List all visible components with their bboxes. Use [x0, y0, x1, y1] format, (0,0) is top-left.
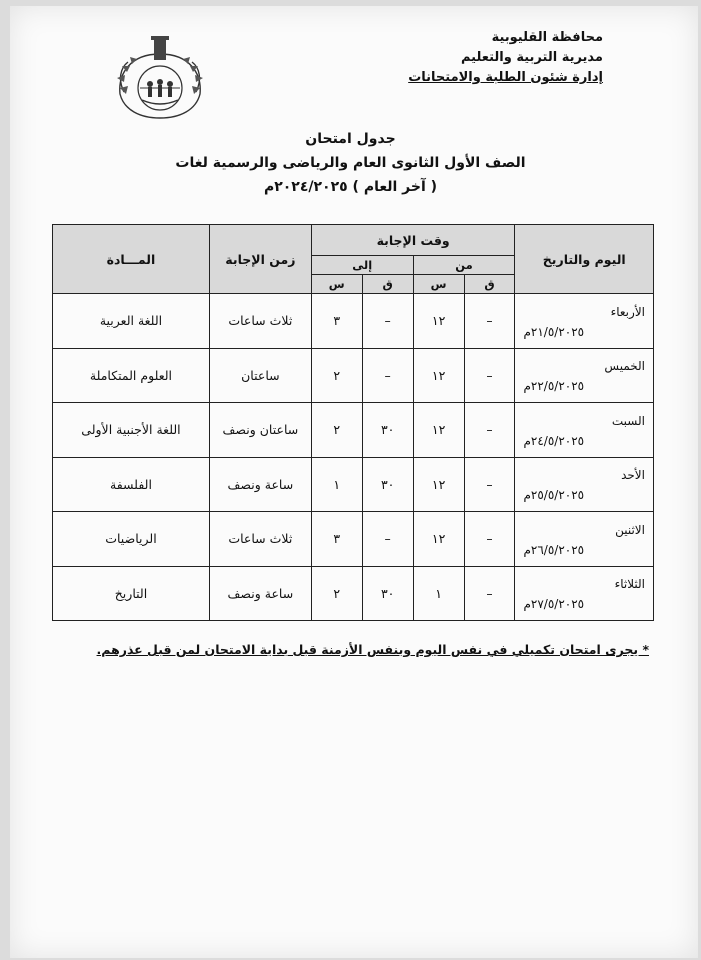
from-minute: – — [464, 566, 515, 621]
department-label: إدارة شئون الطلبة والامتحانات — [408, 70, 603, 85]
grade-title: الصف الأول الثانوى العام والرياضى والرسمية لغات — [175, 155, 526, 171]
exam-date: ٢١/٥/٢٠٢٥م — [523, 324, 585, 339]
header-from-hour: س — [413, 275, 464, 294]
to-hour: ٢ — [311, 566, 362, 621]
from-hour: ١٢ — [413, 348, 464, 403]
from-minute: – — [464, 403, 515, 458]
header-block — [353, 28, 603, 88]
exam-date: ٢٥/٥/٢٠٢٥م — [523, 488, 585, 503]
to-minute: – — [362, 294, 413, 349]
duration: ساعتان ونصف — [209, 403, 311, 458]
day-name: الخميس — [604, 359, 645, 374]
subject: اللغة العربية — [53, 294, 210, 349]
from-hour: ١ — [413, 566, 464, 621]
from-minute: – — [464, 457, 515, 512]
governorate-label: محافظة القليوبية — [491, 30, 603, 45]
to-hour: ٣ — [311, 294, 362, 349]
exam-schedule-title: جدول امتحان — [305, 131, 396, 147]
header-from: من — [413, 256, 515, 275]
table-row — [53, 348, 654, 403]
exam-table — [52, 224, 654, 621]
table-row — [53, 512, 654, 567]
exam-date: ٢٤/٥/٢٠٢٥م — [523, 433, 585, 448]
header-to-hour: س — [311, 275, 362, 294]
table-row — [53, 566, 654, 621]
to-hour: ٢ — [311, 403, 362, 458]
footnote: * يجرى امتحان تكميلي في نفس اليوم وبنفس الأزمنة قبل بداية الامتحان لمن قبل عذرهم. — [96, 642, 649, 657]
duration: ثلاث ساعات — [209, 512, 311, 567]
from-hour: ١٢ — [413, 457, 464, 512]
from-minute: – — [464, 348, 515, 403]
day-date-cell — [515, 403, 654, 458]
day-name: السبت — [611, 413, 645, 428]
to-minute: – — [362, 512, 413, 567]
day-name: الأحد — [621, 468, 645, 483]
exam-date: ٢٦/٥/٢٠٢٥م — [523, 542, 585, 557]
header-to-minute: ق — [362, 275, 413, 294]
from-minute: – — [464, 294, 515, 349]
header-day-date: اليوم والتاريخ — [515, 225, 654, 294]
to-minute: ٣٠ — [362, 566, 413, 621]
to-minute: ٣٠ — [362, 457, 413, 512]
header-duration: زمن الإجابة — [209, 225, 311, 294]
header-subject: المـــادة — [53, 225, 210, 294]
day-date-cell — [515, 294, 654, 349]
day-date-cell — [515, 348, 654, 403]
governorate-emblem-icon — [110, 34, 210, 122]
header-answer-time: وقت الإجابة — [311, 225, 515, 256]
subject: الفلسفة — [53, 457, 210, 512]
subject: اللغة الأجنبية الأولى — [53, 403, 210, 458]
from-hour: ١٢ — [413, 294, 464, 349]
exam-date: ٢٢/٥/٢٠٢٥م — [523, 379, 585, 394]
from-hour: ١٢ — [413, 512, 464, 567]
duration: ساعة ونصف — [209, 566, 311, 621]
subject: العلوم المتكاملة — [53, 348, 210, 403]
from-minute: – — [464, 512, 515, 567]
subject: التاريخ — [53, 566, 210, 621]
duration: ساعتان — [209, 348, 311, 403]
to-hour: ٢ — [311, 348, 362, 403]
day-name: الأربعاء — [610, 304, 645, 319]
header-from-minute: ق — [464, 275, 515, 294]
table-row — [53, 457, 654, 512]
header-to: إلى — [311, 256, 413, 275]
table-row — [53, 294, 654, 349]
day-date-cell — [515, 512, 654, 567]
from-hour: ١٢ — [413, 403, 464, 458]
exam-date: ٢٧/٥/٢٠٢٥م — [523, 597, 585, 612]
day-name: الاثنين — [615, 522, 645, 537]
directorate-label: مديرية التربية والتعليم — [460, 50, 603, 65]
term-title: ( آخر العام ) ٢٠٢٤/٢٠٢٥م — [263, 179, 438, 195]
duration: ثلاث ساعات — [209, 294, 311, 349]
day-date-cell — [515, 566, 654, 621]
day-name: الثلاثاء — [614, 577, 645, 592]
to-minute: – — [362, 348, 413, 403]
to-minute: ٣٠ — [362, 403, 413, 458]
table-row — [53, 403, 654, 458]
to-hour: ٣ — [311, 512, 362, 567]
title-block — [0, 128, 701, 198]
subject: الرياضيات — [53, 512, 210, 567]
to-hour: ١ — [311, 457, 362, 512]
duration: ساعة ونصف — [209, 457, 311, 512]
day-date-cell — [515, 457, 654, 512]
